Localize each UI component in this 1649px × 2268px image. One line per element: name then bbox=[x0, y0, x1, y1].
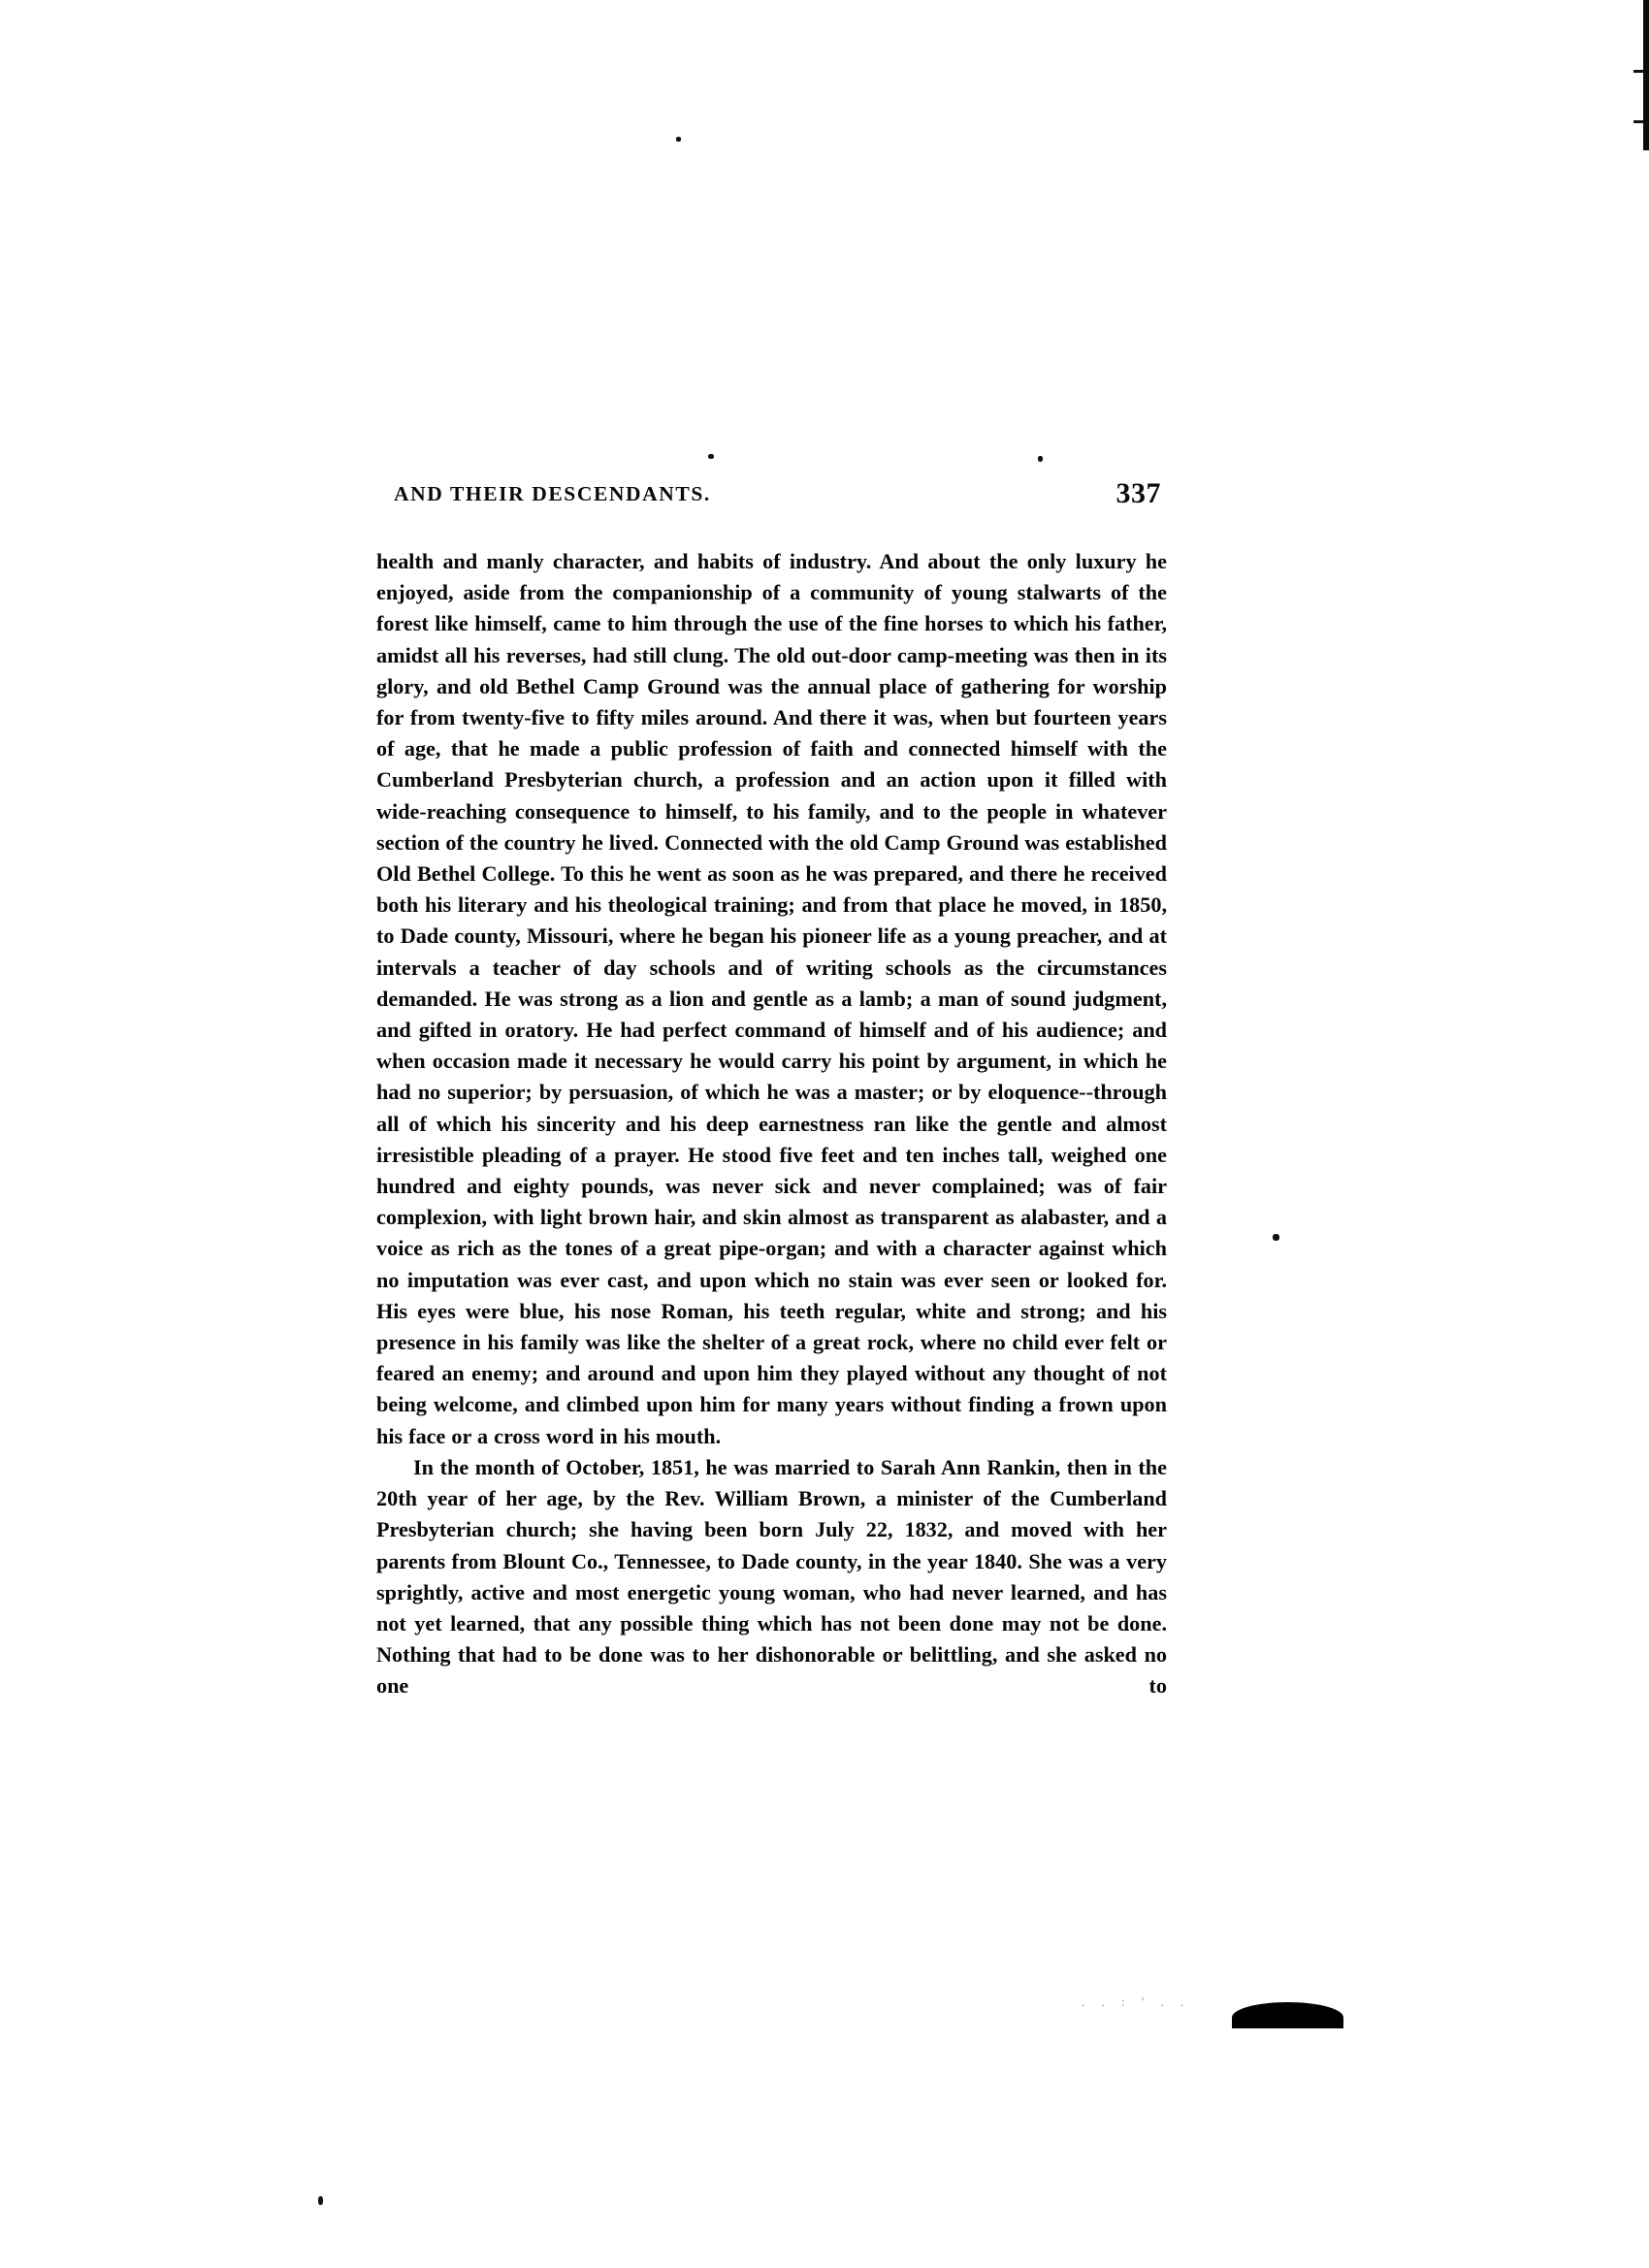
scan-edge-nick bbox=[1633, 70, 1643, 73]
page-text-block bbox=[376, 477, 1167, 1702]
scan-edge-artifact bbox=[1643, 0, 1649, 150]
scan-speck bbox=[318, 2196, 323, 2205]
scan-speck bbox=[676, 137, 681, 142]
scan-ink-blob-artifact bbox=[1232, 2002, 1343, 2028]
running-head bbox=[376, 477, 1167, 527]
scan-speck bbox=[1038, 456, 1043, 462]
scan-speck bbox=[708, 454, 714, 459]
body-paragraph: health and manly character, and habits of industry. And about the only luxury he enjoyed, aside from the companionship of a community of young stalwarts of the forest like himself, came to him through the use of the fine horses to which his father, amidst all his reverses, had still clung. The old out-door camp-meeting was then in its glory, and old Bethel Camp Ground was the annual place of gathering for worship for from twenty-five to fifty miles around. And there it was, when but fourteen years of age, that he made a public profession of faith and connected himself with the Cumberland Presbyterian church, a profession and an action upon it filled with wide-reaching consequence to himself, to his family, and to the people in whatever section of the country he lived. Connected with the old Camp Ground was established Old Bethel College. To this he went as soon as he was prepared, and there he received both his literary and his theological training; and from that place he moved, in 1850, to Dade county, Missouri, where he began his pioneer life as a young preacher, and at intervals a teacher of day schools and of writing schools as the circumstances demanded. He was strong as a lion and gentle as a lamb; a man of sound judgment, and gifted in oratory. He had perfect command of himself and of his audience; and when occasion made it necessary he would carry his point by argument, in which he had no superior; by persuasion, of which he was a master; or by eloquence--through all of which his sincerity and his deep earnestness ran like the gentle and almost irresistible pleading of a prayer. He stood five feet and ten inches tall, weighed one hundred and eighty pounds, was never sick and never complained; was of fair complexion, with light brown hair, and skin almost as transparent as alabaster, and a voice as rich as the tones of a great pipe-organ; and with a character against which no imputation was ever cast, and upon which no stain was ever seen or looked for. His eyes were blue, his nose Roman, his teeth regular, white and strong; and his presence in his family was like the shelter of a great rock, where no child ever felt or feared an enemy; and around and upon him they played without any thought of not being welcome, and climbed upon him for many years without finding a frown upon his face or a cross word in his mouth. bbox=[376, 549, 1167, 1448]
scan-speck bbox=[1273, 1234, 1279, 1241]
page-number: 337 bbox=[1116, 477, 1161, 509]
running-head-title: AND THEIR DESCENDANTS. bbox=[394, 482, 711, 505]
body-paragraph: In the month of October, 1851, he was married to Sarah Ann Rankin, then in the 20th year of her age, by the Rev. William Brown, a minister of the Cumberland Presbyterian church; she having been born July 22, 1832, and moved with her parents from Blount Co., Tennessee, to Dade county, in the year 1840. She was a very sprightly, active and most energetic young woman, who had never learned, and has not yet learned, that any possible thing which has not been done may not be done. Nothing that had to be done was to her dishonorable or belittling, and she asked no one to bbox=[376, 1454, 1167, 1699]
scan-faded-text-artifact: . . : ' . . bbox=[1082, 1994, 1191, 2009]
scan-edge-nick bbox=[1633, 120, 1643, 123]
